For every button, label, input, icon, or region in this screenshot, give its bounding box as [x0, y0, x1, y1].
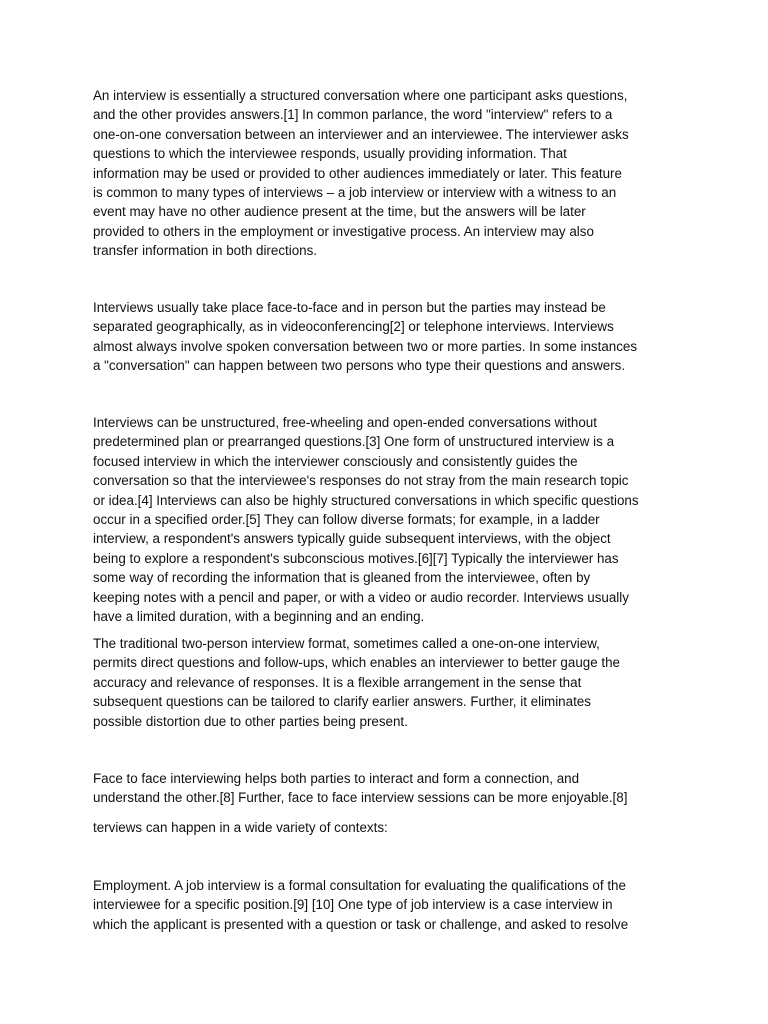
- text-line: event may have no other audience present at the time, but the answers will be later: [93, 204, 586, 220]
- text-line: interview, a respondent's answers typically guide subsequent interviews, with the object: [93, 531, 611, 547]
- text-line: Interviews can be unstructured, free-wheeling and open-ended conversations without: [93, 415, 597, 430]
- text-line: or idea.[4] Interviews can also be highly structured conversations in which specific questions: [93, 492, 639, 508]
- text-line: separated geographically, as in videoconferencing[2] or telephone interviews. Interviews: [93, 319, 614, 335]
- text-line: accuracy and relevance of responses. It is a flexible arrangement in the sense that: [93, 674, 582, 690]
- text-line: occur in a specified order.[5] They can follow diverse formats; for example, in a ladder: [93, 512, 600, 528]
- paragraph-face-to-face: [93, 298, 685, 376]
- text-line: information may be used or provided to other audiences immediately or later. This feature: [93, 165, 622, 181]
- text-line: questions to which the interviewee responds, usually providing information. That: [93, 146, 567, 162]
- paragraph-unstructured-interviews: [93, 413, 685, 626]
- text-line: keeping notes with a pencil and paper, or with a video or audio recorder. Interviews usually: [93, 589, 629, 605]
- text-line: understand the other.[8] Further, face to face interview sessions can be more enjoyable.[8]: [93, 790, 628, 806]
- text-line: some way of recording the information that is gleaned from the interviewee, often by: [93, 570, 591, 586]
- text-line: and the other provides answers.[1] In common parlance, the word "interview" refers to a: [93, 107, 613, 123]
- text-line: terviews can happen in a wide variety of contexts:: [93, 820, 388, 835]
- text-line: interviewee for a specific position.[9] [10] One type of job interview is a case interview in: [93, 897, 613, 913]
- text-line: conversation so that the interviewee's responses do not stray from the main research topic: [93, 473, 629, 489]
- text-line: Interviews usually take place face-to-face and in person but the parties may instead be: [93, 300, 606, 315]
- paragraph-contexts-intro: [93, 818, 685, 837]
- paragraph-employment: [93, 876, 685, 934]
- text-line: provided to others in the employment or investigative process. An interview may also: [93, 223, 594, 239]
- text-line: a "conversation" can happen between two persons who type their questions and answers.: [93, 358, 626, 374]
- text-line: one-on-one conversation between an interviewer and an interviewee. The interviewer asks: [93, 126, 629, 142]
- text-line: possible distortion due to other parties being present.: [93, 713, 408, 729]
- text-line: The traditional two-person interview format, sometimes called a one-on-one interview,: [93, 636, 600, 651]
- text-line: being to explore a respondent's subconscious motives.[6][7] Typically the interviewer has: [93, 550, 619, 566]
- text-line: transfer information in both directions.: [93, 243, 318, 259]
- text-line: is common to many types of interviews – a job interview or interview with a witness to an: [93, 185, 617, 201]
- text-line: An interview is essentially a structured conversation where one participant asks questions,: [93, 88, 628, 103]
- text-line: which the applicant is presented with a question or task or challenge, and asked to resolve: [93, 916, 629, 932]
- text-line: subsequent questions can be tailored to clarify earlier answers. Further, it eliminates: [93, 694, 591, 710]
- text-line: Face to face interviewing helps both parties to interact and form a connection, and: [93, 771, 580, 786]
- text-line: focused interview in which the interviewer consciously and consistently guides the: [93, 453, 578, 469]
- text-line: permits direct questions and follow-ups, which enables an interviewer to better gauge the: [93, 655, 620, 671]
- text-line: predetermined plan or prearranged questions.[3] One form of unstructured interview is a: [93, 434, 615, 450]
- paragraph-connection: [93, 769, 685, 808]
- paragraph-interview-definition: [93, 86, 685, 261]
- paragraph-two-person-format: [93, 634, 685, 731]
- text-line: almost always involve spoken conversation between two or more parties. In some instances: [93, 338, 638, 354]
- text-line: have a limited duration, with a beginning and an ending.: [93, 609, 425, 625]
- text-line: Employment. A job interview is a formal consultation for evaluating the qualifications of the: [93, 878, 626, 893]
